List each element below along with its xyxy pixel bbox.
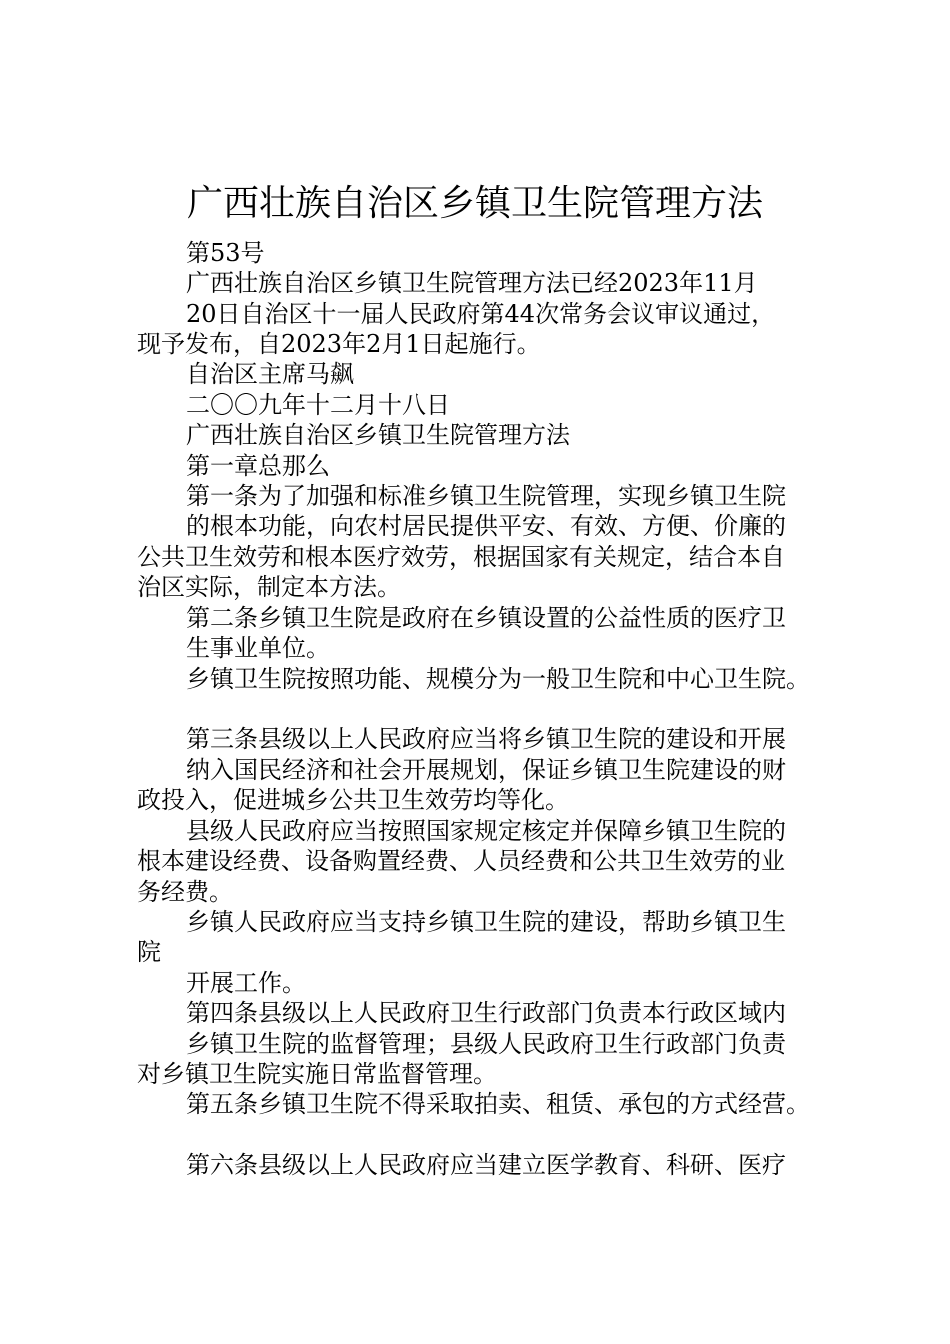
text-line: 对乡镇卫生院实施日常监督管理。 [137, 1060, 497, 1088]
text-line: 根本建设经费、设备购置经费、人员经费和公共卫生效劳的业 [137, 847, 785, 875]
text-line: 的根本功能，向农村居民提供平安、有效、方便、价廉的 [186, 512, 786, 540]
text-line: 公共卫生效劳和根本医疗效劳，根据国家有关规定，结合本自 [137, 543, 785, 571]
text-line: 政投入，促进城乡公共卫生效劳均等化。 [137, 786, 569, 814]
text-line: 县级人民政府应当按照国家规定核定并保障乡镇卫生院的 [186, 817, 786, 845]
text-line: 开展工作。 [186, 969, 306, 997]
text-line: 乡镇卫生院的监督管理；县级人民政府卫生行政部门负责 [186, 1030, 786, 1058]
text-line: 院 [137, 938, 161, 966]
text-line: 第五条乡镇卫生院不得采取拍卖、租赁、承包的方式经营。 [186, 1090, 810, 1118]
text-line: 第六条县级以上人民政府应当建立医学教育、科研、医疗 [186, 1151, 786, 1179]
text-line: 现予发布，自2023年2月1日起施行。 [137, 330, 541, 358]
text-line: 生事业单位。 [186, 634, 330, 662]
text-line: 乡镇人民政府应当支持乡镇卫生院的建设，帮助乡镇卫生 [186, 908, 786, 936]
text-line: 务经费。 [137, 878, 233, 906]
text-line: 第三条县级以上人民政府应当将乡镇卫生院的建设和开展 [186, 725, 786, 753]
chapter-heading: 第一章总那么 [186, 452, 330, 480]
text-line: 20日自治区十一届人民政府第44次常务会议审议通过， [186, 300, 776, 328]
text-line: 乡镇卫生院按照功能、规模分为一般卫生院和中心卫生院。 [186, 665, 810, 693]
text-line: 第二条乡镇卫生院是政府在乡镇设置的公益性质的医疗卫 [186, 604, 786, 632]
text-line: 广西壮族自治区乡镇卫生院管理方法已经2023年11月 [186, 269, 758, 297]
text-line: 治区实际，制定本方法。 [137, 573, 401, 601]
text-line: 纳入国民经济和社会开展规划，保证乡镇卫生院建设的财 [186, 756, 786, 784]
text-line: 第四条县级以上人民政府卫生行政部门负责本行政区域内 [186, 999, 786, 1027]
signatory: 自治区主席马飙 [186, 360, 354, 388]
subtitle: 广西壮族自治区乡镇卫生院管理方法 [186, 421, 570, 449]
text-line: 第一条为了加强和标准乡镇卫生院管理，实现乡镇卫生院 [186, 482, 786, 510]
order-number: 第53号 [186, 239, 265, 267]
document-title: 广西壮族自治区乡镇卫生院管理方法 [186, 183, 763, 224]
issue-date: 二〇〇九年十二月十八日 [186, 391, 450, 419]
